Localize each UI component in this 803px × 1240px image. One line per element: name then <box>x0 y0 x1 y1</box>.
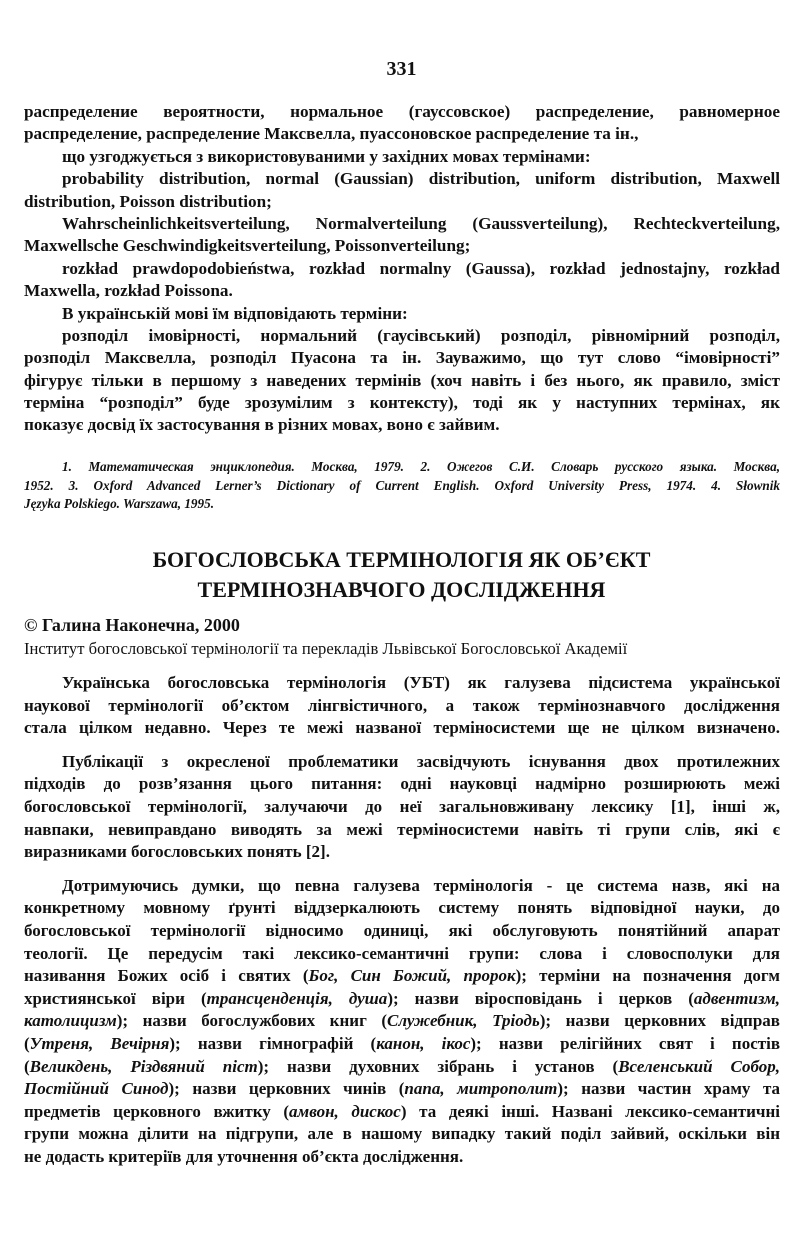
text-line: стала цілком недавно. Через те межі названої терміносистеми ще не цілком визначено. <box>24 718 780 738</box>
reference-line: Języka Polskiego. Warszawa, 1995. <box>24 496 215 511</box>
article-body <box>24 672 780 1168</box>
text-line: (Утреня, Вечірня); назви гімнографій (канон, ікос); назви релігійних свят і постів <box>24 1033 780 1053</box>
text-line: групи можна ділити на підгрупи, але в нашому випадку такий поділ зайвий, оскільки він <box>24 1124 780 1144</box>
text-line: терміна “розподіл” буде зрозумілим з контексту), тоді як у наступних термінах, як <box>24 393 780 413</box>
text-line: предметів церковного вжитку (амвон, дискос) та деякі інші. Названі лексико-семантичні <box>24 1101 780 1121</box>
text-line: Дотримуючись думки, що певна галузева термінологія - це система назв, які на <box>62 875 780 895</box>
text-line: фігурує тільки в першому з наведених термінів (хоч навіть і без нього, як правило, зміст <box>24 370 780 390</box>
text-line: католицизм); назви богослужбових книг (Служебник, Тріодь); назви церковних відправ <box>24 1011 780 1031</box>
text-line: розподіл Максвелла, розподіл Пуасона та ін. Зауважимо, що тут слово “імовірності” <box>24 348 780 368</box>
text-line: probability distribution, normal (Gaussian) distribution, uniform distribution, Maxwell <box>62 169 780 189</box>
text-line: конкретному мовному ґрунті віддзеркалюють систему понять відповідної науки, до <box>24 898 780 918</box>
author: © Галина Наконечна, 2000 <box>24 615 240 635</box>
text-line: не додасть критеріїв для уточнення об’єкта дослідження. <box>24 1146 464 1166</box>
top-text-block <box>24 101 780 437</box>
article-title <box>0 545 803 605</box>
text-line: Wahrscheinlichkeitsverteilung, Normalverteilung (Gaussverteilung), Rechteckverteilung, <box>62 213 780 233</box>
title-line: ТЕРМІНОЗНАВЧОГО ДОСЛІДЖЕННЯ <box>197 577 606 602</box>
text-line: називання Божих осіб і святих (Бог, Син Божий, пророк); терміни на позначення догм <box>24 966 780 986</box>
text-line: християнської віри (трансценденція, душа); назви віросповідань і церков (адвентизм, <box>24 988 780 1008</box>
text-line: (Великдень, Різдвяний піст); назви духовних зібрань і установ (Вселенський Собор, <box>24 1056 780 1076</box>
text-line: виразниками богословських понять [2]. <box>24 842 330 862</box>
text-line: распределение, распределение Максвелла, пуассоновское распределение та ін., <box>24 124 639 144</box>
text-line: богословської термінології, залучаючи до неї загальновживану лексику [1], інші ж, <box>24 796 780 816</box>
text-line: наукової термінології об’єктом лінгвістичного, а також термінознавчого дослідження <box>24 695 780 715</box>
page-number: 331 <box>386 58 417 80</box>
text-line: В українській мові їм відповідають терміни: <box>62 303 408 323</box>
text-line: Постійний Синод); назви церковних чинів (папа, митрополит); назви частин храму та <box>24 1079 780 1099</box>
text-line: теології. Це передусім такі лексико-семантичні групи: слова і словосполуки для <box>24 943 780 963</box>
references <box>24 458 780 514</box>
text-line: distribution, Poisson distribution; <box>24 191 272 211</box>
text-line: розподіл імовірності, нормальний (гаусівський) розподіл, рівномірний розподіл, <box>62 325 780 345</box>
institution: Інститут богословської термінології та перекладів Львівської Богословської Академії <box>24 639 628 658</box>
text-line: що узгоджується з використовуваними у західних мовах термінами: <box>62 146 591 166</box>
title-line: БОГОСЛОВСЬКА ТЕРМІНОЛОГІЯ ЯК ОБ’ЄКТ <box>152 547 651 572</box>
text-line: распределение вероятности, нормальное (гауссовское) распределение, равномерное <box>24 102 780 121</box>
text-line: підходів до розв’язання цього питання: одні науковці надмірно розширюють межі <box>24 774 780 794</box>
text-line: Maxwella, rozkład Poissona. <box>24 281 233 301</box>
text-line: показує досвід їх застосування в різних мовах, воно є зайвим. <box>24 415 500 435</box>
text-line: Maxwellsche Geschwindigkeitsverteilung, Poissonverteilung; <box>24 236 471 256</box>
text-line: Публікації з окресленої проблематики засвідчують існування двох протилежних <box>62 751 780 771</box>
reference-line: 1952. 3. Oxford Advanced Lerner’s Dictionary of Current English. Oxford University Press, 1974. 4. Słownik <box>24 477 780 493</box>
text-line: богословської термінології відносимо одиниці, які обслуговують понятійний апарат <box>24 920 780 940</box>
text-line: Українська богословська термінологія (УБТ) як галузева підсистема української <box>62 673 780 692</box>
text-line: rozkład prawdopodobieństwa, rozkład normalny (Gaussa), rozkład jednostajny, rozkład <box>62 258 780 278</box>
reference-line: 1. Математическая энциклопедия. Москва, 1979. 2. Ожегов С.И. Словарь русского языка. Москва, <box>62 459 780 474</box>
text-line: навпаки, невиправдано виводять за межі терміносистеми навіть ті групи слів, які є <box>24 819 780 839</box>
